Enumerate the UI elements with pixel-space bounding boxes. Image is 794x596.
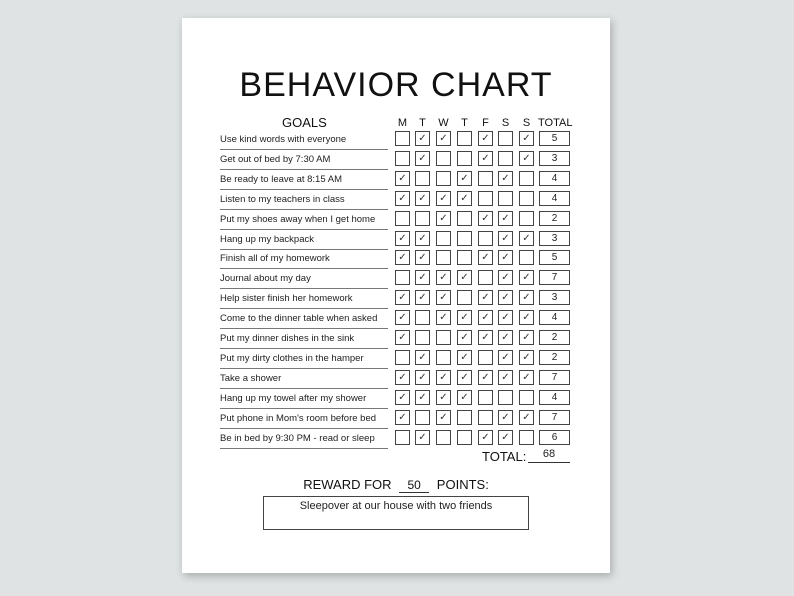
goal-label: Finish all of my homework [220,249,388,269]
day-checkbox[interactable] [436,250,451,265]
day-checkbox[interactable] [478,270,493,285]
goal-label: Put my dinner dishes in the sink [220,329,388,349]
goal-row [182,130,610,150]
day-checkbox[interactable] [436,151,451,166]
goal-label: Hang up my backpack [220,230,388,250]
day-checkbox[interactable]: ✓ [478,131,493,146]
day-checkbox[interactable]: ✓ [498,410,513,425]
day-checkbox[interactable] [436,430,451,445]
day-checkbox[interactable] [415,310,430,325]
day-checkbox[interactable] [498,191,513,206]
day-header: T [419,117,426,129]
day-checkbox[interactable]: ✓ [395,410,410,425]
goal-row [182,190,610,210]
goal-row [182,289,610,309]
day-checkbox[interactable]: ✓ [415,250,430,265]
row-total[interactable]: 5 [539,250,570,265]
day-checkbox[interactable] [478,191,493,206]
day-checkbox[interactable]: ✓ [498,370,513,385]
day-checkbox[interactable] [395,131,410,146]
day-checkbox[interactable]: ✓ [395,370,410,385]
row-total[interactable]: 7 [539,410,570,425]
day-checkbox[interactable] [519,250,534,265]
day-checkbox[interactable] [415,171,430,186]
goal-label: Take a shower [220,369,388,389]
day-checkbox[interactable]: ✓ [436,270,451,285]
row-total[interactable]: 7 [539,370,570,385]
day-checkbox[interactable]: ✓ [457,310,472,325]
row-total[interactable]: 7 [539,270,570,285]
goal-label: Be ready to leave at 8:15 AM [220,170,388,190]
goal-row [182,230,610,250]
day-header: W [438,117,449,129]
day-checkbox[interactable]: ✓ [478,310,493,325]
day-checkbox[interactable] [457,250,472,265]
day-checkbox[interactable]: ✓ [436,211,451,226]
day-checkbox[interactable] [457,231,472,246]
day-checkbox[interactable] [395,151,410,166]
day-checkbox[interactable]: ✓ [519,270,534,285]
day-checkbox[interactable]: ✓ [395,390,410,405]
day-checkbox[interactable]: ✓ [415,350,430,365]
day-checkbox[interactable]: ✓ [436,410,451,425]
day-checkbox[interactable]: ✓ [519,330,534,345]
day-checkbox[interactable]: ✓ [457,270,472,285]
grand-total-label: TOTAL: [482,449,527,464]
day-checkbox[interactable] [478,410,493,425]
reward-box[interactable]: Sleepover at our house with two friends [263,496,529,530]
day-checkbox[interactable]: ✓ [519,151,534,166]
day-checkbox[interactable]: ✓ [478,250,493,265]
goal-row [182,269,610,289]
day-header: F [482,117,489,129]
day-checkbox[interactable]: ✓ [436,290,451,305]
day-checkbox[interactable] [436,231,451,246]
goal-label: Journal about my day [220,269,388,289]
row-total[interactable]: 4 [539,191,570,206]
day-checkbox[interactable] [478,231,493,246]
day-checkbox[interactable]: ✓ [395,231,410,246]
day-checkbox[interactable]: ✓ [395,330,410,345]
day-checkbox[interactable] [519,171,534,186]
goal-row [182,389,610,409]
goal-label: Hang up my towel after my shower [220,389,388,409]
goal-row [182,409,610,429]
row-total[interactable]: 4 [539,390,570,405]
day-checkbox[interactable]: ✓ [436,310,451,325]
goal-row [182,349,610,369]
day-checkbox[interactable]: ✓ [457,330,472,345]
day-checkbox[interactable]: ✓ [395,290,410,305]
day-checkbox[interactable] [457,211,472,226]
day-checkbox[interactable]: ✓ [519,350,534,365]
day-checkbox[interactable]: ✓ [478,151,493,166]
day-checkbox[interactable]: ✓ [457,390,472,405]
day-checkbox[interactable] [519,211,534,226]
row-total[interactable]: 3 [539,290,570,305]
day-checkbox[interactable]: ✓ [415,290,430,305]
goal-label: Come to the dinner table when asked [220,309,388,329]
day-checkbox[interactable] [457,410,472,425]
row-total[interactable]: 2 [539,330,570,345]
day-checkbox[interactable]: ✓ [415,390,430,405]
goal-label: Get out of bed by 7:30 AM [220,150,388,170]
day-checkbox[interactable]: ✓ [519,131,534,146]
day-checkbox[interactable] [436,330,451,345]
total-header: TOTAL [538,117,573,129]
goal-label: Listen to my teachers in class [220,190,388,210]
reward-points[interactable]: 50 [399,478,429,493]
day-checkbox[interactable] [436,350,451,365]
day-checkbox[interactable] [519,390,534,405]
row-total[interactable]: 4 [539,171,570,186]
day-checkbox[interactable]: ✓ [415,430,430,445]
day-checkbox[interactable] [478,171,493,186]
row-total[interactable]: 4 [539,310,570,325]
goal-row [182,309,610,329]
goal-label: Put my dirty clothes in the hamper [220,349,388,369]
day-checkbox[interactable]: ✓ [498,290,513,305]
day-checkbox[interactable]: ✓ [457,171,472,186]
day-checkbox[interactable]: ✓ [457,370,472,385]
day-checkbox[interactable]: ✓ [457,350,472,365]
day-checkbox[interactable]: ✓ [498,350,513,365]
goal-row [182,249,610,269]
goal-row [182,329,610,349]
chart-page [182,18,610,573]
day-checkbox[interactable]: ✓ [498,171,513,186]
day-checkbox[interactable] [498,131,513,146]
goal-label: Help sister finish her homework [220,289,388,309]
day-checkbox[interactable]: ✓ [395,310,410,325]
day-checkbox[interactable]: ✓ [498,430,513,445]
goal-row [182,369,610,389]
day-checkbox[interactable] [519,430,534,445]
day-checkbox[interactable]: ✓ [498,330,513,345]
day-checkbox[interactable]: ✓ [395,171,410,186]
day-checkbox[interactable] [395,270,410,285]
day-header: S [501,117,510,129]
day-checkbox[interactable] [478,390,493,405]
day-checkbox[interactable]: ✓ [478,330,493,345]
day-checkbox[interactable] [457,151,472,166]
day-checkbox[interactable] [498,390,513,405]
day-checkbox[interactable]: ✓ [478,290,493,305]
day-checkbox[interactable]: ✓ [436,131,451,146]
goal-row [182,429,610,449]
day-checkbox[interactable] [415,211,430,226]
day-checkbox[interactable] [415,410,430,425]
page-title: BEHAVIOR CHART [239,66,553,104]
day-checkbox[interactable]: ✓ [436,390,451,405]
day-checkbox[interactable]: ✓ [436,191,451,206]
day-checkbox[interactable]: ✓ [478,370,493,385]
day-checkbox[interactable] [457,290,472,305]
day-header: T [461,117,468,129]
day-checkbox[interactable] [519,191,534,206]
reward-suffix: POINTS: [436,477,489,492]
day-checkbox[interactable]: ✓ [415,270,430,285]
day-checkbox[interactable]: ✓ [395,191,410,206]
day-checkbox[interactable]: ✓ [519,370,534,385]
day-checkbox[interactable]: ✓ [415,370,430,385]
goal-row [182,170,610,190]
day-checkbox[interactable]: ✓ [519,290,534,305]
day-checkbox[interactable]: ✓ [415,191,430,206]
grand-total-value[interactable]: 68 [528,448,570,463]
day-checkbox[interactable]: ✓ [498,250,513,265]
row-total[interactable]: 2 [539,350,570,365]
day-checkbox[interactable] [415,330,430,345]
day-checkbox[interactable] [457,131,472,146]
row-total[interactable]: 3 [539,151,570,166]
day-header: M [397,117,408,129]
day-header: S [522,117,531,129]
day-checkbox[interactable]: ✓ [436,370,451,385]
goal-label: Put phone in Mom's room before bed [220,409,388,429]
day-checkbox[interactable] [395,430,410,445]
day-checkbox[interactable] [478,350,493,365]
day-checkbox[interactable]: ✓ [478,211,493,226]
goal-row [182,210,610,230]
day-checkbox[interactable] [457,430,472,445]
day-checkbox[interactable]: ✓ [457,191,472,206]
day-checkbox[interactable] [436,171,451,186]
day-checkbox[interactable]: ✓ [519,410,534,425]
goal-row [182,150,610,170]
day-checkbox[interactable]: ✓ [395,250,410,265]
goals-header: GOALS [282,115,327,130]
row-total[interactable]: 5 [539,131,570,146]
goal-label: Use kind words with everyone [220,130,388,150]
day-checkbox[interactable]: ✓ [498,211,513,226]
day-checkbox[interactable]: ✓ [415,231,430,246]
row-total[interactable]: 2 [539,211,570,226]
day-checkbox[interactable]: ✓ [519,231,534,246]
day-checkbox[interactable]: ✓ [498,231,513,246]
day-checkbox[interactable] [498,151,513,166]
row-total[interactable]: 3 [539,231,570,246]
day-checkbox[interactable]: ✓ [415,131,430,146]
day-checkbox[interactable]: ✓ [478,430,493,445]
day-checkbox[interactable]: ✓ [498,270,513,285]
day-checkbox[interactable]: ✓ [519,310,534,325]
reward-prefix: REWARD FOR [303,477,392,492]
goal-label: Be in bed by 9:30 PM - read or sleep [220,429,388,449]
reward-line [182,477,610,493]
goal-label: Put my shoes away when I get home [220,210,388,230]
day-checkbox[interactable] [395,350,410,365]
day-checkbox[interactable] [395,211,410,226]
row-total[interactable]: 6 [539,430,570,445]
day-checkbox[interactable]: ✓ [498,310,513,325]
day-checkbox[interactable]: ✓ [415,151,430,166]
